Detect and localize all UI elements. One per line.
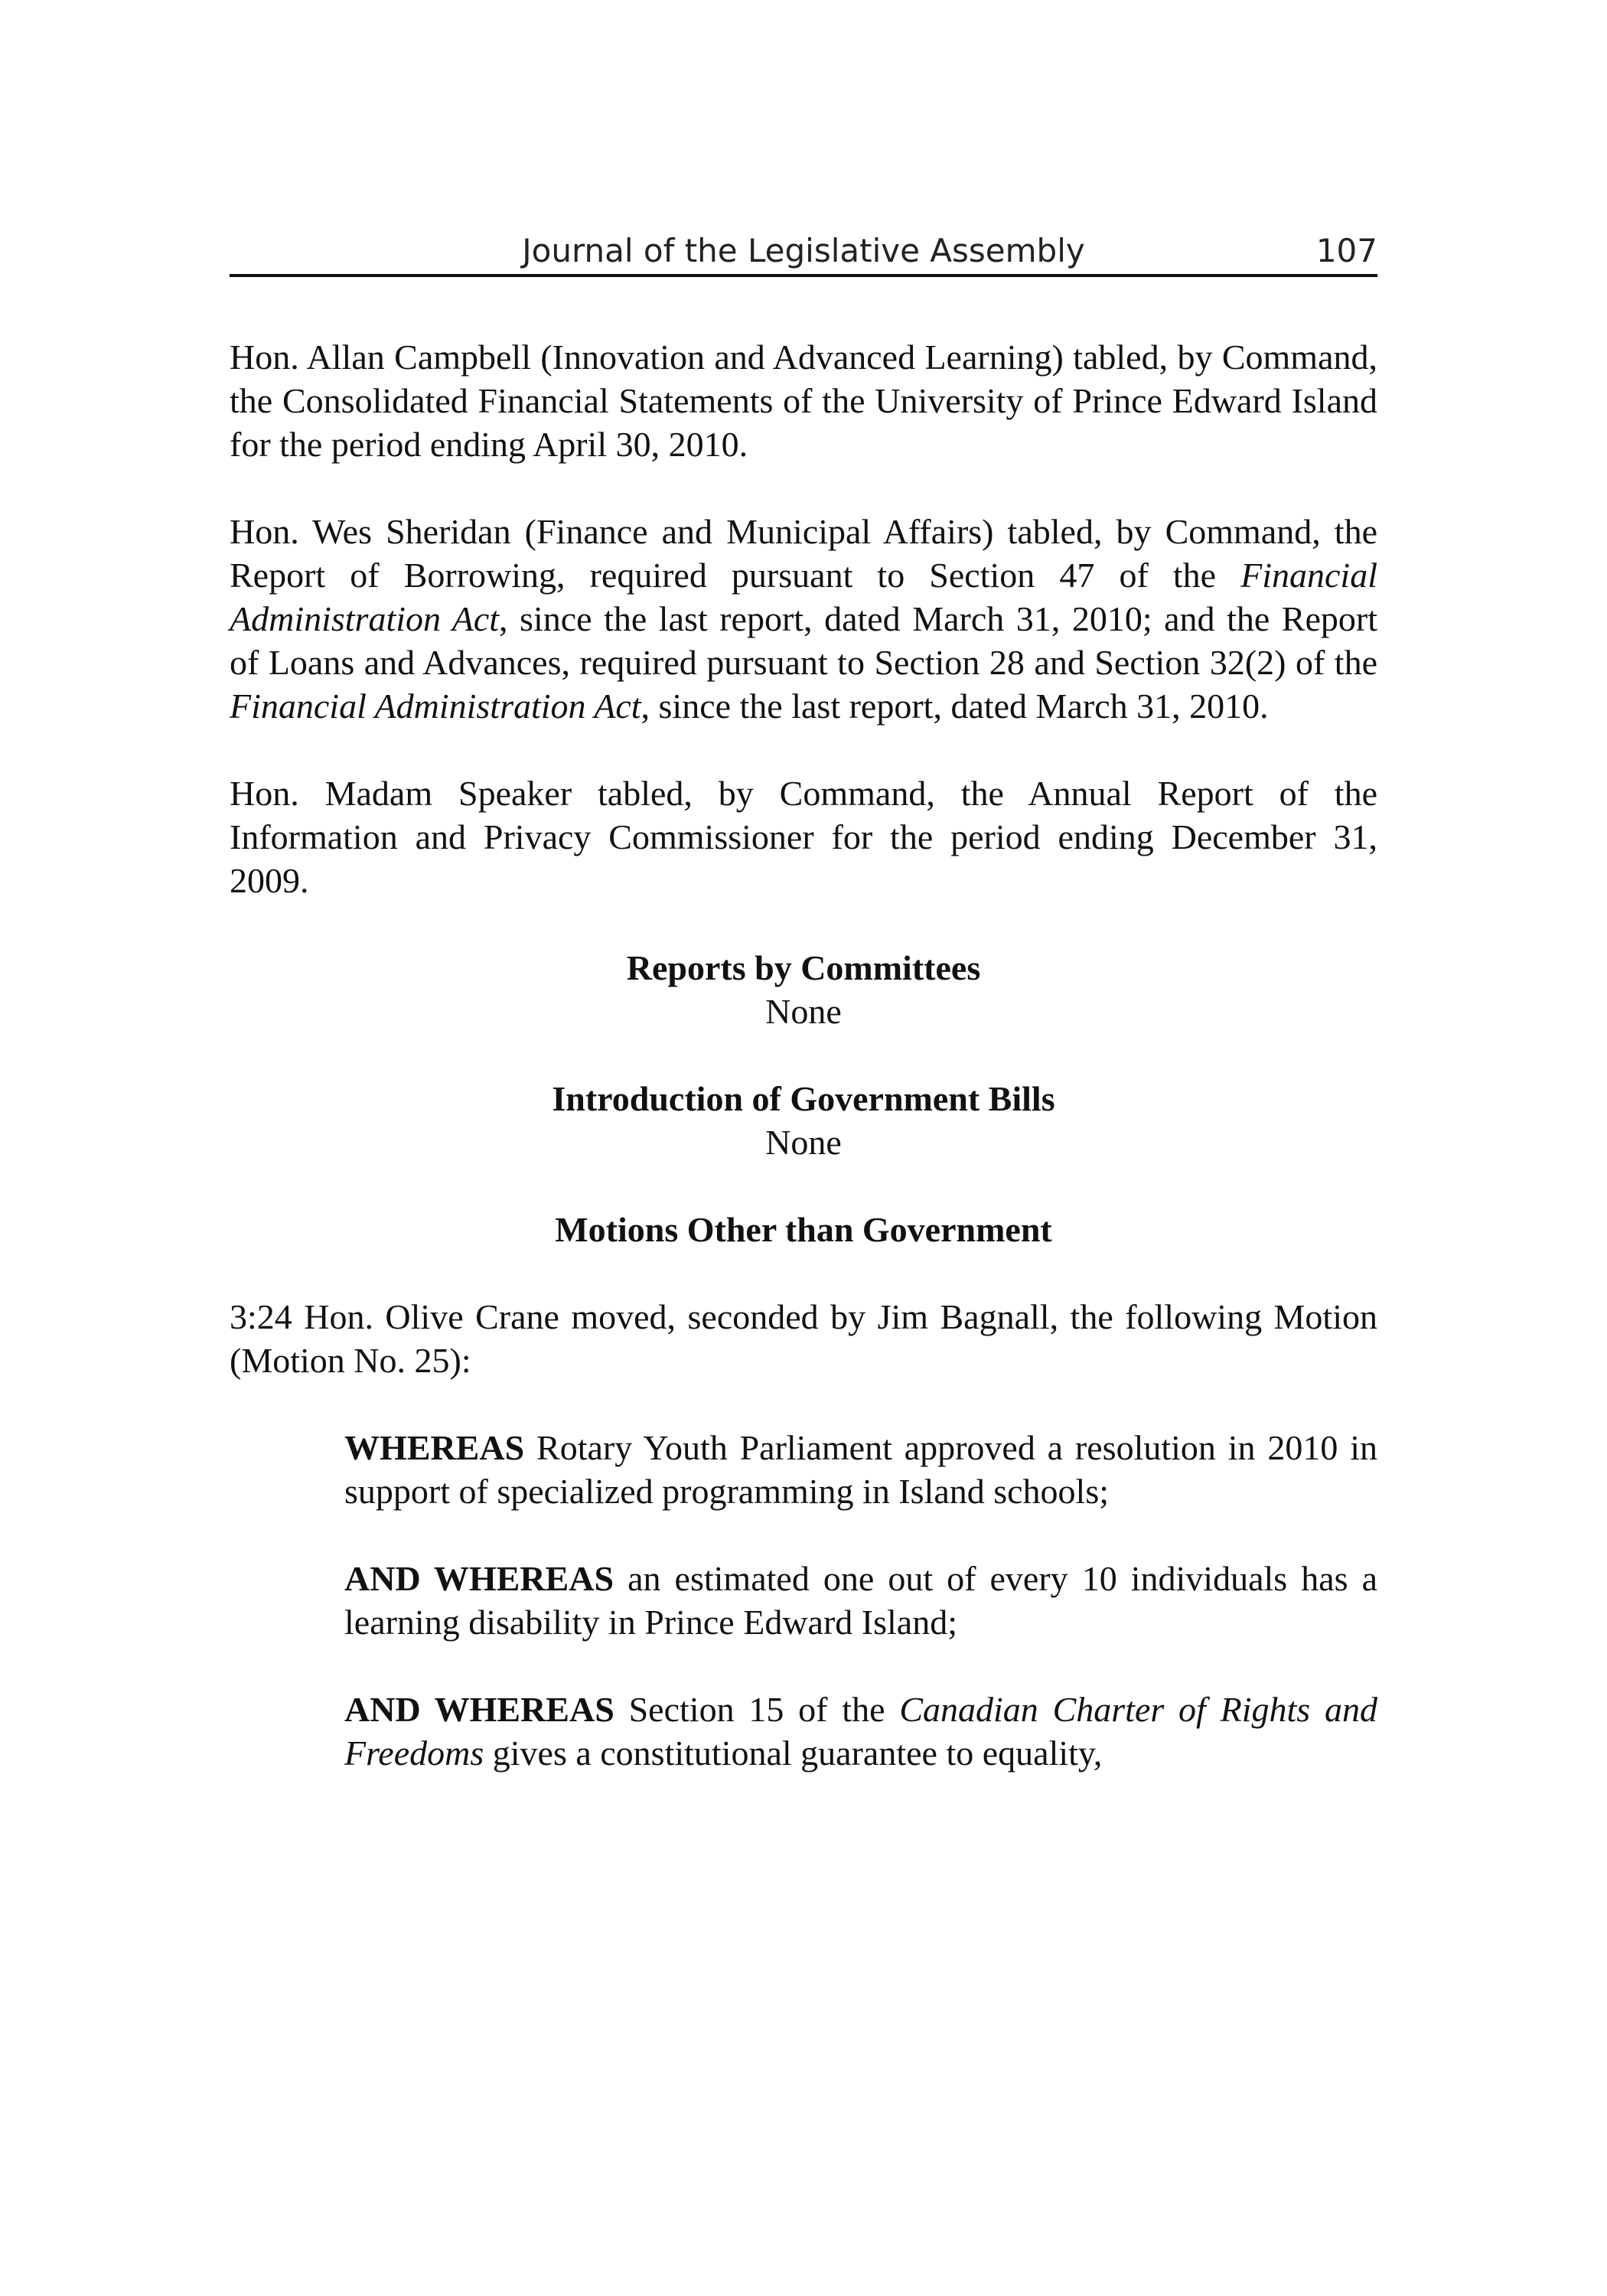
act-title: Financial Administration Act (230, 556, 1377, 638)
section-heading: Motions Other than Government (555, 1210, 1052, 1249)
clause-text: Rotary Youth Parliament approved a resolution in 2010 in support of specialized programming in Island schools; (344, 1428, 1377, 1511)
page-number: 107 (1315, 232, 1377, 269)
clause-lead: AND WHEREAS (344, 1559, 614, 1598)
tabling-sheridan-paragraph (230, 510, 1377, 728)
running-header (230, 230, 1377, 277)
clause-text: an estimated one out of every 10 individuals has a learning disability in Prince Edward Island; (344, 1559, 1377, 1642)
section-heading: Introduction of Government Bills (552, 1079, 1055, 1118)
motion-clause (344, 1426, 1377, 1513)
journal-page (230, 0, 1377, 2296)
clause-lead: AND WHEREAS (344, 1690, 614, 1729)
section-reports-by-committees (230, 946, 1377, 1033)
text-segment: Hon. Wes Sheridan (Finance and Municipal Affairs) tabled, by Command, the Report of Borrowing, required pursuant to Section 47 of the (230, 512, 1377, 595)
clause-text: gives a constitutional guarantee to equality, (484, 1733, 1103, 1773)
tabling-campbell-paragraph: Hon. Allan Campbell (Innovation and Advanced Learning) tabled, by Command, the Consolidated Financial Statements of the University of Prince Edward Island for the period ending April 30, 2010. (230, 338, 1377, 464)
clause-lead: WHEREAS (344, 1428, 525, 1467)
act-title: Financial Administration Act (230, 687, 641, 726)
motion-clause (344, 1557, 1377, 1644)
motion-intro: 3:24 Hon. Olive Crane moved, seconded by Jim Bagnall, the following Motion (Motion No. 25): (230, 1297, 1377, 1380)
section-motions-other (230, 1208, 1377, 1251)
motion-clause (344, 1688, 1377, 1775)
section-content: None (765, 992, 842, 1031)
text-segment: , since the last report, dated March 31, 2010. (641, 687, 1269, 726)
tabling-speaker-paragraph: Hon. Madam Speaker tabled, by Command, the Annual Report of the Information and Privacy Commissioner for the period ending December 31, 2009. (230, 774, 1377, 900)
running-title: Journal of the Legislative Assembly (522, 232, 1085, 269)
text-segment: , since the last report, dated March 31, 2010; and the Report of Loans and Advances, required pursuant to Section 28 and Section 32(2) of the (230, 599, 1377, 682)
section-heading: Reports by Committees (626, 948, 981, 987)
charter-title: Canadian Charter of Rights and Freedoms (344, 1690, 1378, 1773)
body-text (230, 335, 1377, 1775)
clause-text: Section 15 of the (614, 1690, 900, 1729)
section-government-bills (230, 1077, 1377, 1164)
section-content: None (765, 1123, 842, 1162)
